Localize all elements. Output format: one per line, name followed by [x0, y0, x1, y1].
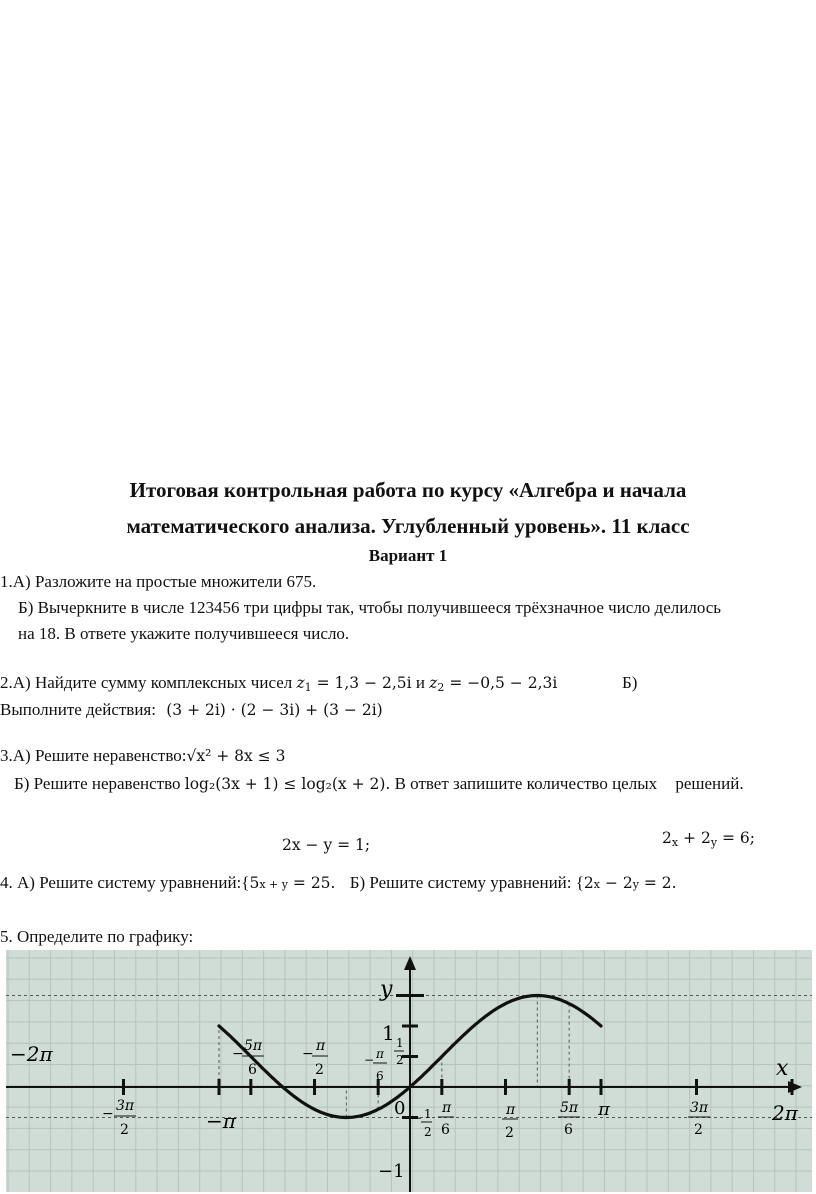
svg-text:2: 2: [396, 1053, 404, 1067]
svg-text:6: 6: [441, 1122, 450, 1138]
task-2a: [0, 673, 557, 694]
task-3b-text-2: В ответ запишите количество целых: [394, 774, 658, 793]
sys2-top-b-exp: y: [710, 836, 718, 849]
task-2b-text: Выполните действия:: [0, 700, 156, 719]
svg-text:2: 2: [315, 1062, 324, 1078]
sys2-bottom-exp-2: y: [632, 878, 639, 891]
task-4b-text: Б) Решите систему уравнений: {: [349, 873, 584, 892]
task-2b-label: Б): [622, 673, 638, 692]
system-1-top: 2x − y = 1;: [282, 836, 371, 854]
label-minus-one: −1: [378, 1161, 405, 1182]
svg-text:π: π: [506, 1102, 516, 1118]
svg-text:−: −: [102, 1106, 114, 1122]
svg-text:−: −: [302, 1046, 314, 1062]
sys1-bottom-b: = 25.: [292, 874, 336, 892]
variant-heading: Вариант 1: [368, 546, 448, 565]
svg-text:π: π: [316, 1038, 326, 1054]
z1-name: z: [296, 674, 305, 692]
sys2-bottom-exp: x: [593, 878, 601, 891]
svg-text:6: 6: [248, 1062, 257, 1078]
task-5: 5. Определите по графику:: [0, 927, 194, 946]
label-pi: π: [598, 1099, 610, 1120]
svg-text:6: 6: [564, 1122, 573, 1138]
svg-text:5π: 5π: [560, 1100, 579, 1116]
svg-text:π: π: [376, 1047, 384, 1061]
task-3b-text-3: решений.: [675, 774, 744, 793]
label-minus-two-pi: −2π: [10, 1042, 53, 1066]
label-one: 1: [382, 1021, 395, 1045]
task-3a: [0, 746, 285, 766]
sys2-bottom-c: = 2.: [643, 874, 677, 892]
sys1-bottom-exp: x + y: [259, 878, 288, 891]
system-2-bottom: [584, 874, 677, 892]
task-3b-text-1: Б) Решите неравенство: [14, 774, 181, 793]
z1-expression: [296, 674, 411, 692]
z2-name: z: [429, 674, 438, 692]
svg-text:1: 1: [396, 1036, 404, 1050]
task-2b-expression: (3 + 2i) · (2 − 3i) + (3 − 2i): [166, 701, 383, 719]
title-line-1: Итоговая контрольная работа по курсу «Алгебра и начала: [129, 478, 687, 502]
svg-text:5π: 5π: [244, 1038, 263, 1054]
task-1b-line-2: на 18. В ответе укажите получившееся число.: [18, 624, 350, 643]
task-4a-text: 4. А) Решите систему уравнений:{: [0, 873, 250, 892]
and-word: и: [415, 673, 425, 692]
svg-text:6: 6: [376, 1069, 384, 1083]
svg-text:2: 2: [120, 1122, 129, 1138]
z2-index: 2: [437, 681, 445, 694]
task-3a-expression: √x² + 8x ≤ 3: [186, 747, 286, 765]
task-3b: [14, 774, 744, 794]
z2-expression: [429, 674, 557, 692]
svg-text:3π: 3π: [690, 1100, 709, 1116]
system-1-bottom: [249, 874, 335, 892]
x-axis-label: x: [776, 1056, 789, 1081]
svg-text:1: 1: [424, 1107, 432, 1121]
svg-text:π: π: [442, 1100, 452, 1116]
task-1a: 1.А) Разложите на простые множители 675.: [0, 572, 317, 591]
task-4: [0, 873, 677, 893]
sys2-top-a-exp: x: [671, 836, 679, 849]
system-2-top: [662, 829, 755, 849]
sys2-bottom-a: 2: [583, 874, 594, 892]
sys2-top-b: + 2: [683, 829, 711, 847]
task-2b: [0, 700, 383, 720]
sys2-bottom-b: − 2: [604, 874, 633, 892]
svg-text:2: 2: [694, 1122, 703, 1138]
y-axis-label: y: [380, 977, 393, 1002]
svg-text:2: 2: [505, 1125, 514, 1141]
task-3a-text: 3.А) Решите неравенство:: [0, 746, 187, 765]
svg-text:2: 2: [424, 1125, 432, 1139]
function-graph: [6, 950, 812, 1192]
label-two-pi: 2π: [772, 1101, 798, 1125]
title-line-2: математического анализа. Углубленный уровень». 11 класс: [126, 514, 690, 538]
sys2-top-c: = 6;: [721, 829, 755, 847]
svg-text:−: −: [412, 1111, 423, 1125]
sys2-top-a: 2: [662, 829, 672, 847]
svg-text:3π: 3π: [116, 1098, 135, 1114]
label-half: [394, 1036, 404, 1067]
task-2a-text: 2.А) Найдите сумму комплексных чисел: [0, 673, 293, 692]
z2-value: = −0,5 − 2,3i: [449, 674, 558, 692]
svg-text:−: −: [364, 1053, 375, 1067]
svg-text:−: −: [232, 1046, 244, 1062]
z1-value: = 1,3 − 2,5i: [316, 674, 412, 692]
sys1-bottom-a: 5: [249, 874, 260, 892]
task-1b-line-1: Б) Вычеркните в числе 123456 три цифры так, чтобы получившееся трёхзначное число делилось: [18, 598, 722, 617]
task-3b-expression: log₂(3x + 1) ≤ log₂(x + 2).: [184, 775, 391, 793]
z1-index: 1: [304, 681, 312, 694]
label-minus-pi: −π: [206, 1109, 236, 1133]
label-zero: 0: [394, 1098, 406, 1119]
